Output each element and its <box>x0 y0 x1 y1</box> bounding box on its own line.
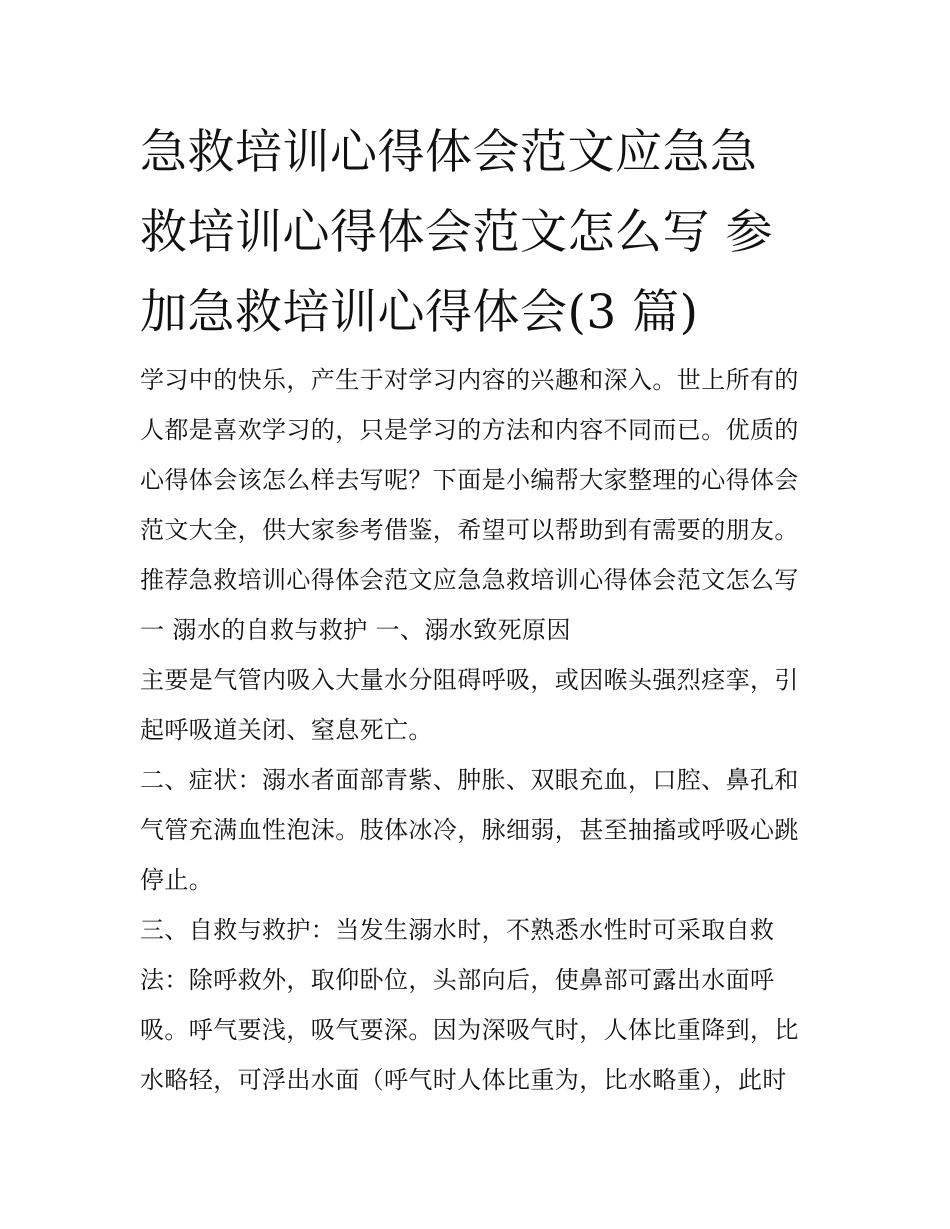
body-line-14: 吸。呼气要浅，吸气要深。因为深吸气时，人体比重降到，比 <box>140 1016 799 1044</box>
document-body <box>140 355 820 1105</box>
body-line-2: 人都是喜欢学习的，只是学习的方法和内容不同而已。优质的 <box>140 416 799 444</box>
title-line-2: 救培训心得体会范文怎么写 参 <box>140 205 773 260</box>
body-line-11: 停止。 <box>140 866 214 894</box>
body-line-9: 二、症状：溺水者面部青紫、肿胀、双眼充血，口腔、鼻孔和 <box>140 766 799 794</box>
title-line-3: 加急救培训心得体会(3 篇) <box>140 285 699 340</box>
body-line-1: 学习中的快乐，产生于对学习内容的兴趣和深入。世上所有的 <box>140 366 799 394</box>
body-line-10: 气管充满血性泡沫。肢体冰冷，脉细弱，甚至抽搐或呼吸心跳 <box>140 816 799 844</box>
document-title <box>140 113 820 353</box>
body-line-3: 心得体会该怎么样去写呢？下面是小编帮大家整理的心得体会 <box>140 466 799 494</box>
body-line-13: 法：除呼救外，取仰卧位，头部向后，使鼻部可露出水面呼 <box>140 966 775 994</box>
body-line-12: 三、自救与救护：当发生溺水时，不熟悉水性时可采取自救 <box>140 916 775 944</box>
body-line-15: 水略轻，可浮出水面（呼气时人体比重为，比水略重），此时 <box>140 1066 787 1094</box>
title-line-1: 急救培训心得体会范文应急急 <box>140 125 758 180</box>
body-line-7: 主要是气管内吸入大量水分阻碍呼吸，或因喉头强烈痉挛，引 <box>140 666 799 694</box>
body-line-8: 起呼吸道关闭、窒息死亡。 <box>140 716 433 744</box>
body-line-6: 一 溺水的自救与救护 一、溺水致死原因 <box>140 616 571 644</box>
body-line-5: 推荐急救培训心得体会范文应急急救培训心得体会范文怎么写 <box>140 566 799 594</box>
body-line-4: 范文大全，供大家参考借鉴，希望可以帮助到有需要的朋友。 <box>140 516 799 544</box>
